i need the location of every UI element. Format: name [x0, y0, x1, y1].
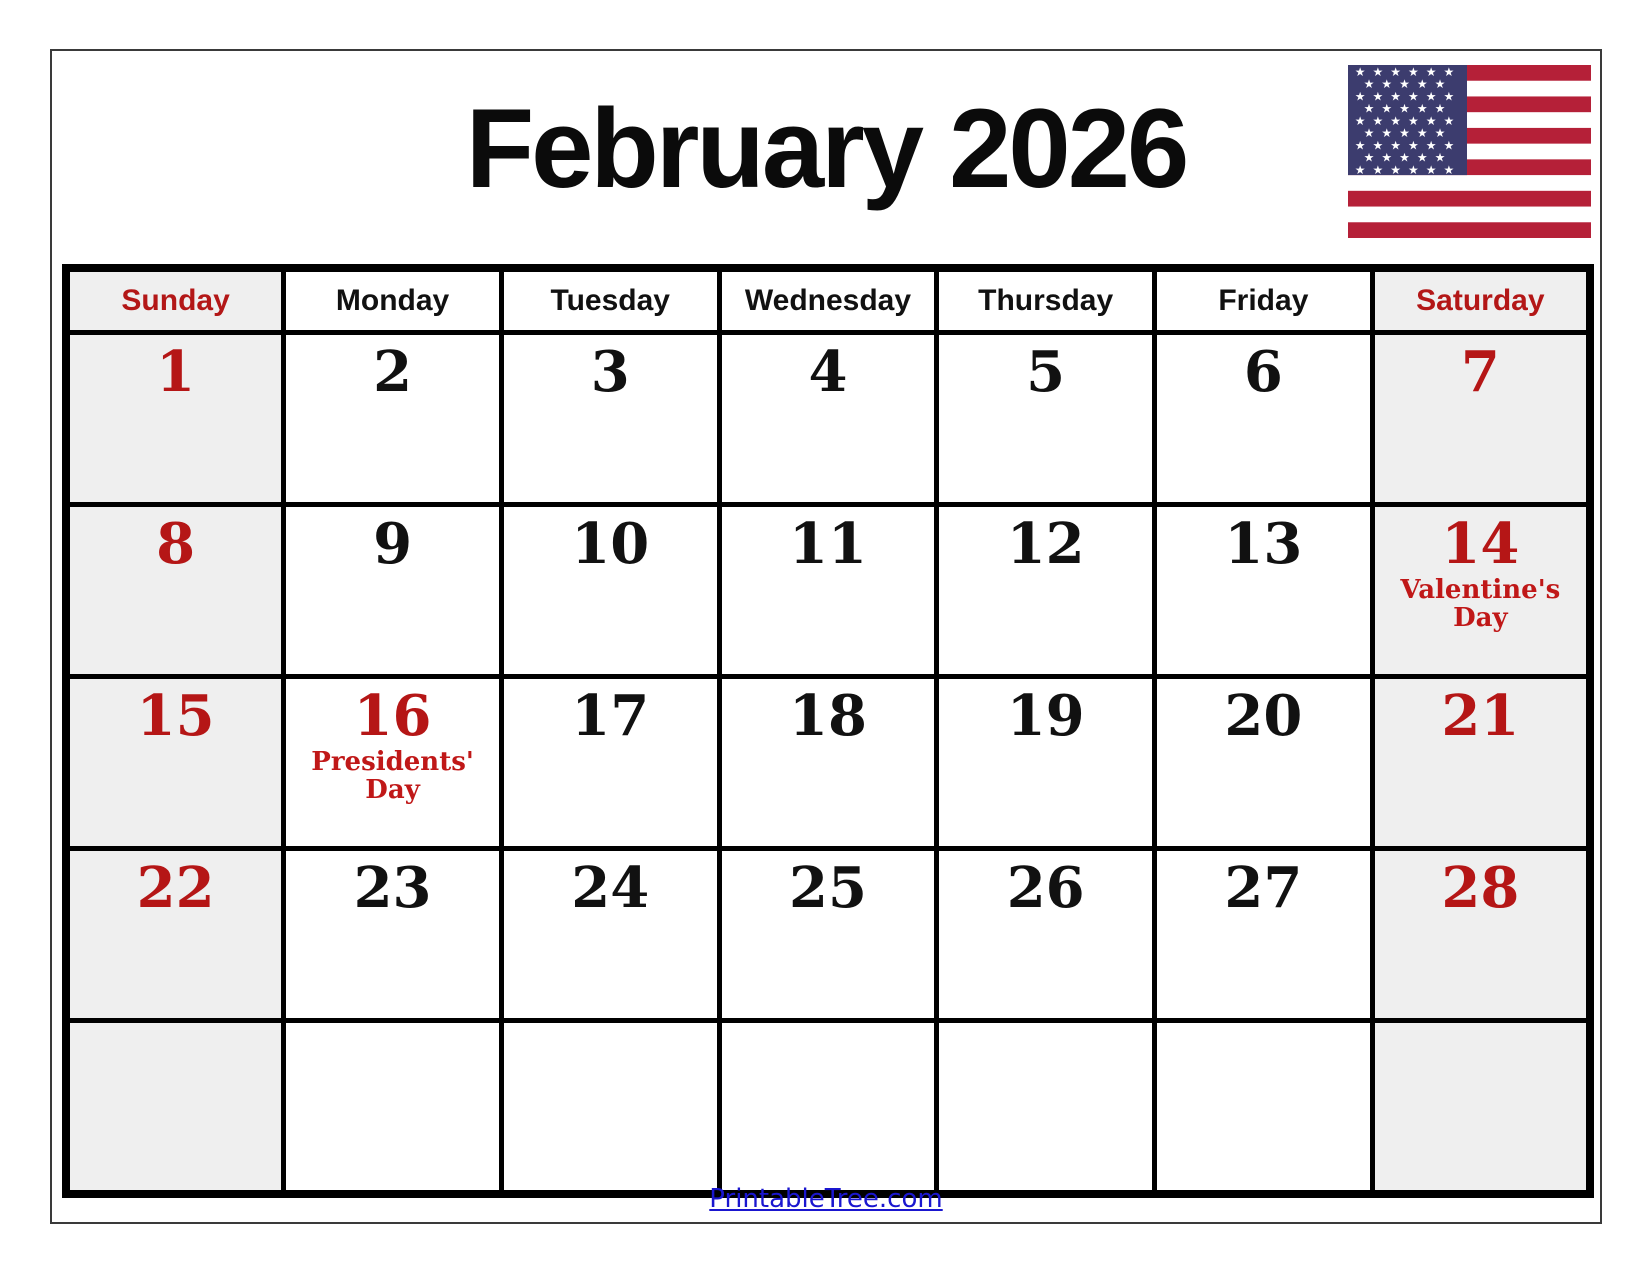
date-number: 19 [1006, 683, 1085, 749]
day-cell-22 [66, 849, 284, 1021]
date-number [723, 1024, 934, 1029]
us-flag-icon [1348, 65, 1591, 238]
date-number: 9 [373, 511, 413, 577]
date-number: 10 [571, 511, 650, 577]
weekday-header-monday: Monday [284, 268, 502, 333]
date-number: 4 [808, 339, 848, 405]
week-row-3 [66, 677, 1590, 849]
day-cell-14 [1372, 505, 1590, 677]
date-number [287, 1024, 498, 1029]
day-cell-25 [719, 849, 937, 1021]
date-number: 2 [373, 339, 413, 405]
date-number: 18 [788, 683, 867, 749]
date-number [1376, 1024, 1585, 1029]
footer [52, 1184, 1600, 1214]
day-cell-3 [501, 333, 719, 505]
weekday-header-thursday: Thursday [937, 268, 1155, 333]
calendar-table [62, 264, 1594, 1198]
date-number: 14 [1441, 511, 1520, 577]
day-cell-26 [937, 849, 1155, 1021]
date-number: 25 [788, 855, 867, 921]
weekday-header-sunday: Sunday [66, 268, 284, 333]
date-number: 3 [590, 339, 630, 405]
date-number [940, 1024, 1151, 1029]
date-number: 27 [1224, 855, 1303, 921]
day-cell-4 [719, 333, 937, 505]
day-cell-27 [1155, 849, 1373, 1021]
empty-cell [937, 1021, 1155, 1195]
empty-cell [66, 1021, 284, 1195]
day-cell-9 [284, 505, 502, 677]
week-row-4 [66, 849, 1590, 1021]
week-row-5-empty [66, 1021, 1590, 1195]
date-number: 6 [1243, 339, 1283, 405]
date-number: 17 [571, 683, 650, 749]
site-link[interactable]: PrintableTree.com [709, 1184, 943, 1214]
day-cell-23 [284, 849, 502, 1021]
weekday-header-row [66, 268, 1590, 333]
day-cell-19 [937, 677, 1155, 849]
week-row-2 [66, 505, 1590, 677]
week-row-1 [66, 333, 1590, 505]
date-number: 11 [788, 511, 867, 577]
date-number: 26 [1006, 855, 1085, 921]
empty-cell [719, 1021, 937, 1195]
day-cell-11 [719, 505, 937, 677]
weekday-header-saturday: Saturday [1372, 268, 1590, 333]
date-number: 15 [136, 683, 215, 749]
day-cell-12 [937, 505, 1155, 677]
day-cell-2 [284, 333, 502, 505]
empty-cell [501, 1021, 719, 1195]
day-cell-16 [284, 677, 502, 849]
svg-text:★★★★★★: ★★★★★★ [1354, 138, 1462, 153]
day-cell-21 [1372, 677, 1590, 849]
date-number: 28 [1441, 855, 1520, 921]
svg-text:★★★★★: ★★★★★ [1363, 126, 1453, 141]
holiday-label-presidents-day: Presidents' Day [311, 746, 474, 806]
day-cell-20 [1155, 677, 1373, 849]
day-cell-5 [937, 333, 1155, 505]
day-cell-10 [501, 505, 719, 677]
day-cell-15 [66, 677, 284, 849]
date-number: 22 [136, 855, 215, 921]
date-number: 21 [1441, 683, 1520, 749]
svg-text:★★★★★★: ★★★★★★ [1354, 65, 1462, 79]
holiday-label-valentines-day: Valentine's Day [1400, 574, 1561, 634]
date-number: 20 [1224, 683, 1303, 749]
day-cell-13 [1155, 505, 1373, 677]
svg-text:★★★★★★: ★★★★★★ [1354, 89, 1462, 104]
empty-cell [284, 1021, 502, 1195]
weekday-header-wednesday: Wednesday [719, 268, 937, 333]
day-cell-18 [719, 677, 937, 849]
svg-text:★★★★★★: ★★★★★★ [1354, 162, 1462, 177]
date-number [71, 1024, 280, 1029]
empty-cell [1155, 1021, 1373, 1195]
day-cell-1 [66, 333, 284, 505]
date-number [1158, 1024, 1369, 1029]
date-number: 12 [1006, 511, 1085, 577]
svg-text:★★★★★: ★★★★★ [1363, 101, 1453, 116]
date-number: 16 [353, 683, 432, 749]
date-number: 7 [1460, 339, 1500, 405]
day-cell-28 [1372, 849, 1590, 1021]
day-cell-17 [501, 677, 719, 849]
date-number: 24 [571, 855, 650, 921]
empty-cell [1372, 1021, 1590, 1195]
date-number [505, 1024, 716, 1029]
svg-text:★★★★★: ★★★★★ [1363, 77, 1453, 92]
date-number: 5 [1026, 339, 1066, 405]
page [50, 49, 1602, 1224]
date-number: 23 [353, 855, 432, 921]
date-number: 13 [1224, 511, 1303, 577]
day-cell-7 [1372, 333, 1590, 505]
day-cell-6 [1155, 333, 1373, 505]
page-title: February 2026 [465, 86, 1187, 211]
svg-text:★★★★★: ★★★★★ [1363, 150, 1453, 165]
weekday-header-tuesday: Tuesday [501, 268, 719, 333]
day-cell-24 [501, 849, 719, 1021]
date-number: 8 [156, 511, 196, 577]
date-number: 1 [156, 339, 196, 405]
day-cell-8 [66, 505, 284, 677]
svg-text:★★★★★★: ★★★★★★ [1354, 113, 1462, 128]
weekday-header-friday: Friday [1155, 268, 1373, 333]
